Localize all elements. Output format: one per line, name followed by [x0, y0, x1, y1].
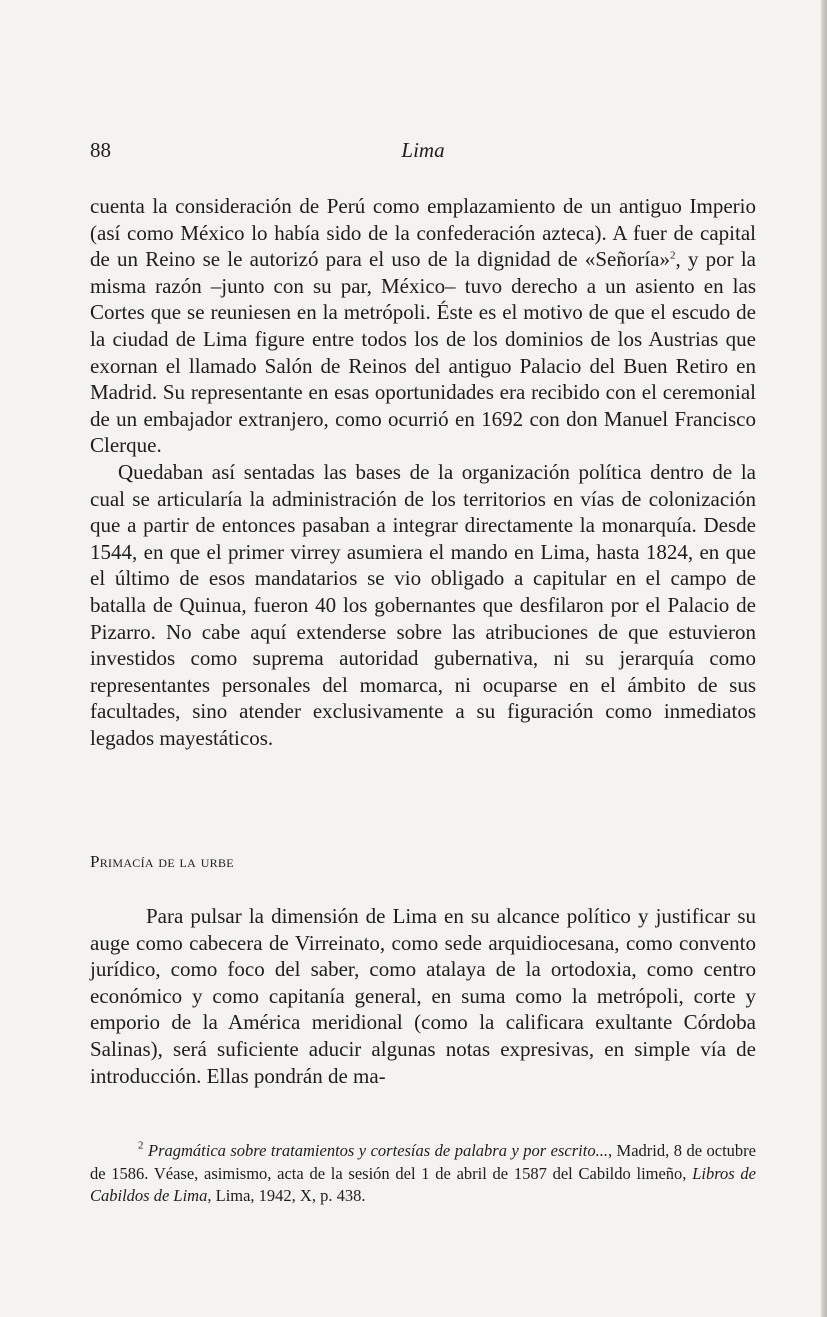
page-header — [90, 138, 756, 168]
body-text — [90, 193, 756, 751]
paragraph-2: Quedaban así sentadas las bases de la organización política dentro de la cual se articularía la administración de los territorios en vías de colonización que a partir de entonces pasaban a integrar directamente la monarquía. Desde 1544, en que el primer virrey asumiera el mando en Lima, hasta 1824, en que el último de esos mandatarios se vio obligado a capitular en el campo de batalla de Quinua, fueron 40 los gobernantes que desfilaron por el Palacio de Pizarro. No cabe aquí extenderse sobre las atribuciones de que estuvieron investidos como suprema autoridad gubernativa, ni su jerarquía como representantes personales del momarca, ni ocuparse en el ámbito de sus facultades, sino atender exclusivamente a su figuración como inmediatos legados mayestáticos. — [90, 459, 756, 750]
footnote-ref-2: 2 — [669, 249, 676, 262]
footnote-book: Libros de Cabildos de Lima, — [90, 1163, 756, 1205]
footnote-text-a: , Madrid, 8 de octubre de 1586. Véase, asimismo, acta de la sesión del 1 de abril de 1587 del Cabildo limeño, — [90, 1141, 757, 1183]
footnote-number: 2 — [138, 1139, 144, 1152]
footnote-text-b: Lima, 1942, X, p. 438. — [211, 1186, 366, 1205]
paragraph-1 — [90, 193, 756, 459]
footnote — [90, 1140, 756, 1208]
section-heading — [90, 852, 756, 872]
section-paragraph-1: Para pulsar la dimensión de Lima en su alcance político y justificar su auge como cabecera de Virreinato, como sede arquidiocesana, como convento jurídico, como foco del saber, como atalaya de la ortodoxia, como centro económico y como capitanía general, en suma como la metrópoli, corte y emporio de la América meridional (como la calificara exultante Córdoba Salinas), será suficiente aducir algunas notas expresivas, en simple vía de introducción. Ellas pondrán de ma- — [90, 904, 756, 1088]
paragraph-1-part-b: , y por la misma razón –junto con su par, México– tuvo derecho a un asiento en las Cortes que se reuniesen en la metrópoli. Éste es el motivo de que el escudo de la ciudad de Lima figure entre todos los de los dominios de los Austrias que exornan el llamado Salón de Reinos del antiguo Palacio del Buen Retiro en Madrid. Su representante en esas oportunidades era recibido con el ceremonial de un embajador extranjero, como ocurrió en 1692 con don Manuel Francisco Clerque. — [90, 247, 756, 458]
paragraph-1-part-a: cuenta la consideración de Perú como emplazamiento de un antiguo Imperio (así como México lo había sido de la confederación azteca). A fuer de capital de un Reino se le autorizó para el uso de la dignidad de «Señoría» — [90, 194, 756, 272]
section-heading-text: Primacía de la urbe — [90, 852, 234, 871]
running-title: Lima — [401, 138, 445, 162]
page-number: 88 — [90, 138, 111, 162]
footnote-title: Pragmática sobre tratamientos y cortesías de palabra y por escrito... — [147, 1141, 608, 1160]
section-text — [90, 903, 756, 1089]
page-edge-shadow — [821, 0, 827, 1317]
